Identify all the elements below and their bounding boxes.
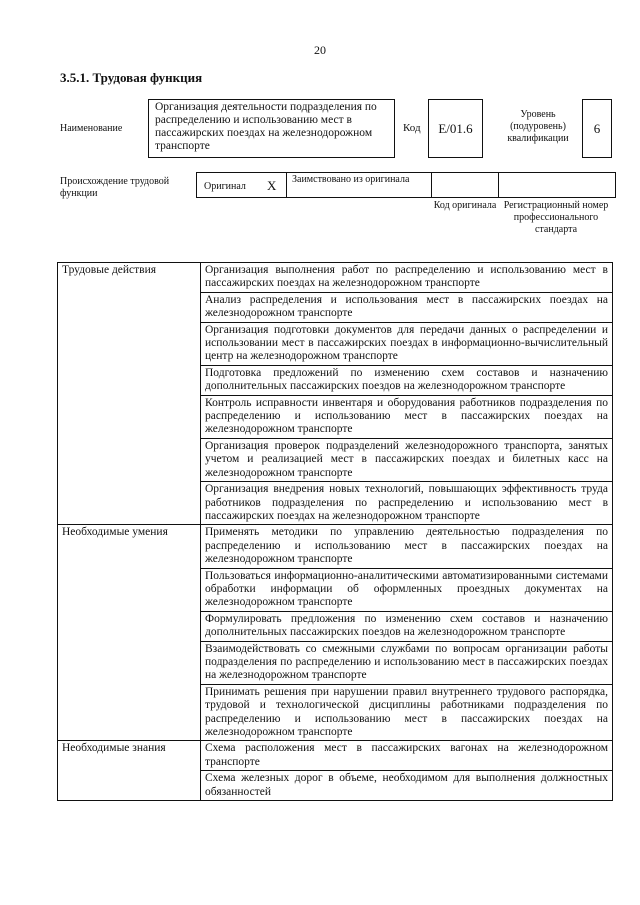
level-label: Уровень (подуровень) квалификации bbox=[507, 109, 569, 144]
code-box bbox=[428, 99, 483, 158]
section-title: 3.5.1. Трудовая функция bbox=[60, 70, 203, 85]
item-cell: Организация выполнения работ по распределению и использованию мест в пассажирских поездах на железнодорожном транспорте bbox=[201, 263, 613, 293]
item-cell: Принимать решения при нарушении правил внутреннего трудового распорядка, трудовой и технологической дисциплины работниками подразделения по распределению и использованию мест в пассажирских поездах на железнодорожном транспорте bbox=[201, 684, 613, 741]
table-row bbox=[58, 525, 613, 568]
original-cell bbox=[196, 172, 287, 198]
category-cell: Трудовые действия bbox=[58, 263, 201, 525]
level-box bbox=[582, 99, 612, 158]
code-caption: Код оригинала bbox=[433, 200, 497, 211]
function-name: Организация деятельности подразделения по распределению и использованию мест в пассажирских поездах на железнодорожном транспорте bbox=[155, 101, 377, 152]
item-cell: Организация проверок подразделений железнодорожного транспорта, занятых учетом и реализацией мест в пассажирских поездах и билетных касс на железнодорожном транспорте bbox=[201, 438, 613, 481]
item-cell: Организация внедрения новых технологий, повышающих эффективность труда работников подразделения по распределению и использованию мест в пассажирских поездах на железнодорожном транспорте bbox=[201, 482, 613, 525]
registration-caption: Регистрационный номер профессионального стандарта bbox=[503, 200, 609, 235]
table-row bbox=[58, 741, 613, 771]
origin-code-cell bbox=[431, 172, 499, 198]
origin-row bbox=[196, 172, 616, 198]
item-cell: Пользоваться информационно-аналитическими автоматизированными системами обработки информации об оформленных проездных документах на железнодорожном транспорте bbox=[201, 568, 613, 611]
borrowed-label: Заимствовано из оригинала bbox=[292, 174, 410, 185]
level-value: 6 bbox=[593, 120, 601, 136]
item-cell: Формулировать предложения по изменению схем составов и назначению дополнительных пассажирских поездов на железнодорожном транспорте bbox=[201, 611, 613, 641]
item-cell: Анализ распределения и использования мест в пассажирских поездах на железнодорожном транспорте bbox=[201, 292, 613, 322]
item-cell: Контроль исправности инвентаря и оборудования работников подразделения по распределению и использованию мест в пассажирских поездах на железнодорожном транспорте bbox=[201, 395, 613, 438]
registration-number-cell bbox=[498, 172, 616, 198]
origin-label: Происхождение трудовой функции bbox=[60, 176, 170, 199]
item-cell: Схема железных дорог в объеме, необходимом для выполнения должностных обязанностей bbox=[201, 771, 613, 801]
category-cell: Необходимые знания bbox=[58, 741, 201, 801]
function-table bbox=[57, 262, 613, 801]
original-mark: X bbox=[267, 178, 277, 193]
original-label: Оригинал bbox=[204, 181, 246, 192]
function-name-box bbox=[148, 99, 395, 158]
item-cell: Организация подготовки документов для передачи данных о распределении и использовании мест в пассажирских поездах в информационно-вычислительный центр на железнодорожном транспорте bbox=[201, 322, 613, 365]
item-cell: Применять методики по управлению деятельностью подразделения по распределению и использованию мест в пассажирских поездах на железнодорожном транспорте bbox=[201, 525, 613, 568]
table-row bbox=[58, 263, 613, 293]
page-number: 20 bbox=[314, 43, 326, 57]
category-cell: Необходимые умения bbox=[58, 525, 201, 741]
item-cell: Подготовка предложений по изменению схем составов и назначению дополнительных пассажирских поездов на железнодорожном транспорте bbox=[201, 365, 613, 395]
item-cell: Взаимодействовать со смежными службами по вопросам организации работы подразделения по распределению и использованию мест в пассажирских поездах на железнодорожном транспорте bbox=[201, 641, 613, 684]
code-label: Код bbox=[403, 122, 421, 134]
item-cell: Схема расположения мест в пассажирских вагонах на железнодорожном транспорте bbox=[201, 741, 613, 771]
borrowed-cell bbox=[286, 172, 432, 198]
function-code: E/01.6 bbox=[438, 120, 473, 136]
name-label: Наименование bbox=[60, 123, 123, 134]
